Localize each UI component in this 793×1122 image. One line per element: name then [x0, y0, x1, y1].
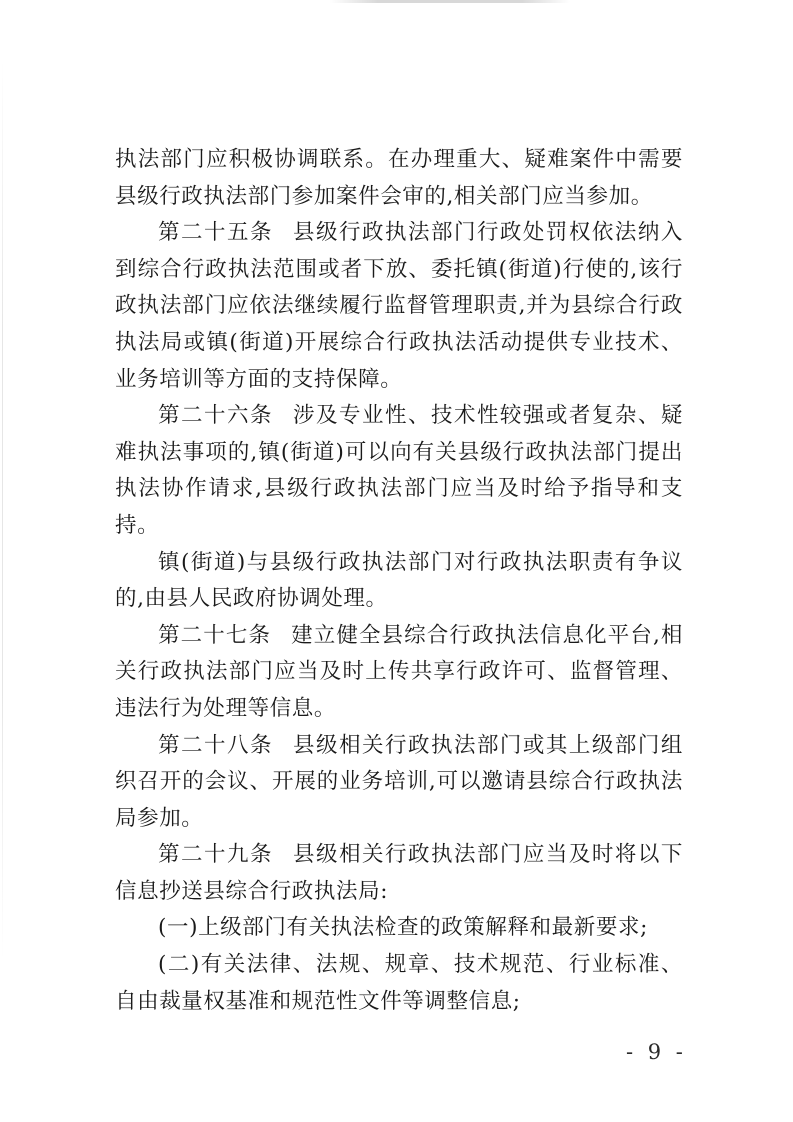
scan-edge-mark — [330, 0, 570, 3]
article-number: 第二十八条 — [158, 732, 273, 758]
article-number: 第二十五条 — [158, 220, 273, 246]
document-body — [115, 142, 683, 1020]
paragraph-continuation — [115, 142, 683, 215]
paragraph-text: 县级相关行政执法部门或其上级部门组织召开的会议、开展的业务培训,可以邀请县综合行政执法局参加。 — [115, 732, 683, 831]
list-item-1 — [115, 910, 683, 947]
paragraph-text: 县级行政执法部门行政处罚权依法纳入到综合行政执法范围或者下放、委托镇(街道)行使的,该行政执法部门应依法继续履行监督管理职责,并为县综合行政执法局或镇(街道)开展综合行政执法活动提供专业技术、业务培训等方面的支持保障。 — [115, 220, 683, 392]
paragraph-text: 涉及专业性、技术性较强或者复杂、疑难执法事项的,镇(街道)可以向有关县级行政执法部门提出执法协作请求,县级行政执法部门应当及时给予指导和支持。 — [115, 403, 683, 538]
article-27 — [115, 618, 683, 728]
list-item-2 — [115, 947, 683, 1020]
paragraph-text: 县级相关行政执法部门应当及时将以下信息抄送县综合行政执法局: — [115, 842, 683, 904]
scan-edge-shadow — [2, 60, 3, 960]
paragraph-text: 执法部门应积极协调联系。在办理重大、疑难案件中需要县级行政执法部门参加案件会审的,相关部门应当参加。 — [115, 147, 683, 209]
article-number: 第二十九条 — [158, 842, 273, 868]
paragraph-text: (二)有关法律、法规、规章、技术规范、行业标准、自由裁量权基准和规范性文件等调整信息; — [115, 952, 683, 1014]
paragraph-text: 镇(街道)与县级行政执法部门对行政执法职责有争议的,由县人民政府协调处理。 — [115, 549, 683, 612]
article-25 — [115, 215, 683, 398]
article-26-paragraph-2 — [115, 545, 683, 618]
article-number: 第二十七条 — [158, 622, 272, 648]
paragraph-text: (一)上级部门有关执法检查的政策解释和最新要求; — [158, 915, 648, 941]
article-number: 第二十六条 — [158, 403, 273, 429]
page-number: - 9 - — [626, 1040, 687, 1064]
paragraph-text: 建立健全县综合行政执法信息化平台,相关行政执法部门应当及时上传共享行政许可、监督管理、违法行为处理等信息。 — [115, 622, 683, 721]
article-28 — [115, 728, 683, 838]
article-26 — [115, 398, 683, 544]
article-29 — [115, 837, 683, 910]
